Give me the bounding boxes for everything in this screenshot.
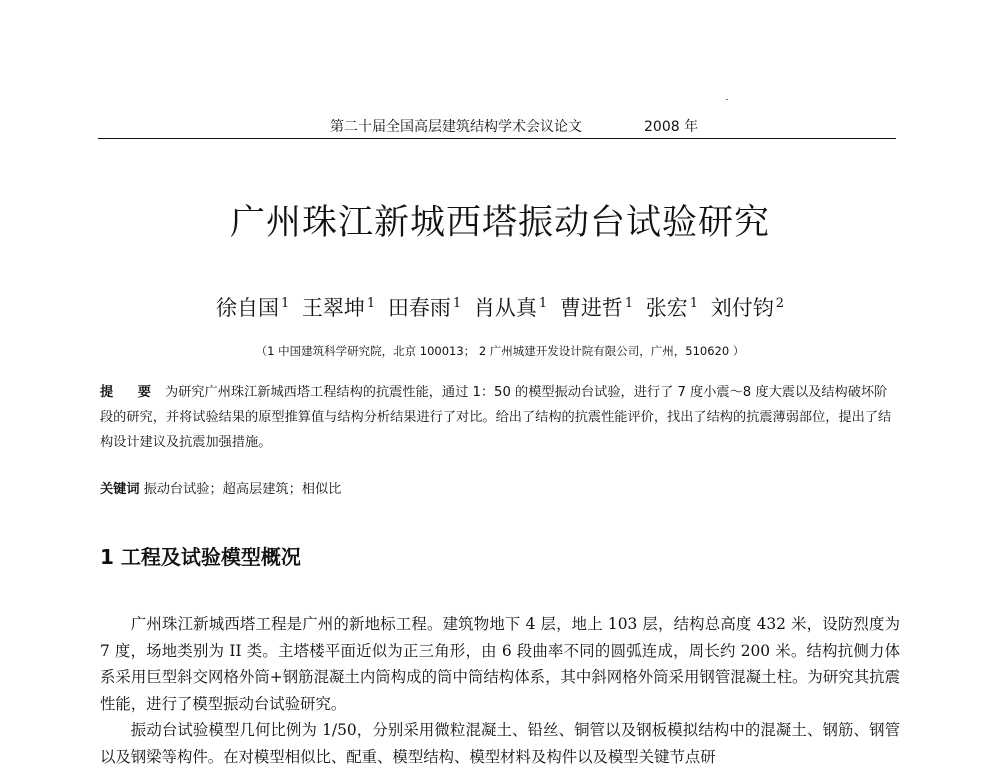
conference-year: 2008 年 <box>644 119 699 135</box>
affiliations: （1 中国建筑科学研究院，北京 100013； 2 广州城建开发设计院有限公司，广州，510620 ） <box>255 344 745 358</box>
author <box>474 289 547 323</box>
abstract-text: 为研究广州珠江新城西塔工程结构的抗震性能，通过 1：50 的模型振动台试验，进行了 7 度小震～8 度大震以及结构破坏阶段的研究，并将试验结果的原型推算值与结构分析结果进行了对比。给出了结构的抗震性能评价，找出了结构的抗震薄弱部位，提出了结构设计建议及抗震加强措施。 <box>100 385 892 450</box>
author <box>560 289 633 323</box>
affiliation-mark: 2 <box>775 296 785 311</box>
author-name: 徐自国 <box>215 296 279 320</box>
affiliation-mark: 1 <box>624 296 634 311</box>
author-name: 曹进哲 <box>559 296 623 320</box>
author-name: 王翠坤 <box>301 296 365 320</box>
author-name: 田春雨 <box>387 296 451 320</box>
conference-name: 第二十届全国高层建筑结构学术会议论文 <box>330 119 582 135</box>
affiliation-mark: 1 <box>538 296 548 311</box>
body-paragraph: 广州珠江新城西塔工程是广州的新地标工程。建筑物地下 4 层，地上 103 层，结构总高度 432 米，设防烈度为 7 度，场地类别为 II 类。主塔楼平面近似为正三角形，由 6 段曲率不同的圆弧连成，周长约 200 米。结构抗侧力体系采用巨型斜交网格外筒+钢筋混凝土内筒构成的筒中筒结构体系，其中斜网格外筒采用钢管混凝土柱。为研究其抗震性能，进行了模型振动台试验研究。 <box>100 615 900 713</box>
author-name: 刘付钧 <box>710 296 774 320</box>
author-name: 张宏 <box>645 296 688 320</box>
author <box>302 289 375 323</box>
scan-speck <box>726 99 728 100</box>
abstract <box>100 380 900 455</box>
author <box>216 289 289 323</box>
affiliation-mark: 1 <box>689 296 699 311</box>
author <box>388 289 461 323</box>
affiliation-mark: 1 <box>280 296 290 311</box>
keywords-label: 关键词 <box>100 482 140 497</box>
section-heading: 1 工程及试验模型概况 <box>100 545 301 569</box>
author <box>646 289 698 323</box>
affiliation-mark: 1 <box>452 296 462 311</box>
author-name: 肖从真 <box>473 296 537 320</box>
paper-title: 广州珠江新城西塔振动台试验研究 <box>229 203 770 243</box>
section-body <box>100 611 900 770</box>
abstract-label: 提 要 <box>100 385 161 400</box>
running-header <box>98 118 896 139</box>
author <box>711 289 784 323</box>
affiliation-mark: 1 <box>366 296 376 311</box>
keywords <box>100 479 900 501</box>
body-paragraph: 振动台试验模型几何比例为 1/50，分别采用微粒混凝土、铅丝、铜管以及钢板模拟结构中的混凝土、钢筋、钢管以及钢梁等构件。在对模型相似比、配重、模型结构、模型材料及构件以及模型关键节点研 <box>100 721 900 766</box>
keywords-text: 振动台试验；超高层建筑；相似比 <box>143 482 342 497</box>
author-list <box>0 289 1000 323</box>
